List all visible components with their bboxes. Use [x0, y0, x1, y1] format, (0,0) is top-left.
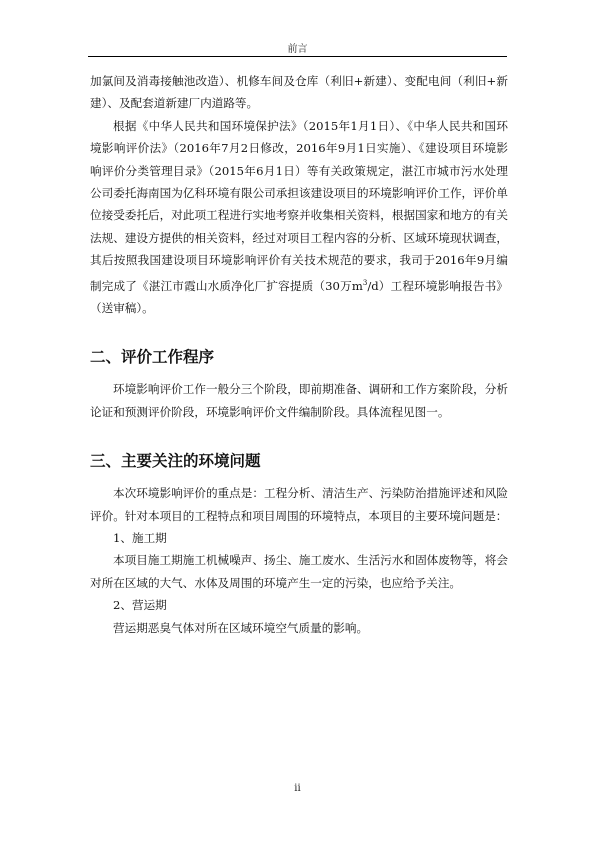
operation-period-title: 2、营运期 — [113, 598, 167, 613]
page-body — [90, 70, 508, 639]
section-heading-procedure: 二、评价工作程序 — [90, 348, 215, 367]
paragraph-basis — [90, 115, 508, 320]
construction-period-title: 1、施工期 — [113, 530, 167, 545]
paragraph-basis-text: 根据《中华人民共和国环境保护法》（2015年1月1日）、《中华人民共和国环境影响评价法》（2016年7月2日修改，2016年9月1日实施）、《建设项目环境影响评价分类管理目录》（2015年6月1日）等有关政策规定，湛江市城市污水处理公司委托海南国为亿科环境有限公司承担该建设项目的环境影响评价工作，评价单位接受委托后，对此项工程进行实地考察并收集相关资料，根据国家和地方的有关法规、建设方提供的相关资料，经过对项目工程内容的分析、区域环境现状调查，其后按照我国建设项目环境影响评价有关技术规范的要求，我司于2016年9月编制完成了《湛江市霞山水质净化厂扩容提质（30万m — [90, 118, 508, 293]
page-number: ii — [294, 783, 301, 794]
unit-superscript: 3 — [362, 278, 368, 287]
section-heading-concerns: 三、主要关注的环境问题 — [90, 452, 261, 471]
construction-period-text: 本项目施工期施工机械噪声、扬尘、施工废水、生活污水和固体废物等，将会对所在区域的大气、水体及周围的环境产生一定的污染，也应给予关注。 — [90, 553, 508, 590]
paragraph-basis-end: /d）工程环境影响报告书》（送审稿）。 — [90, 278, 508, 315]
procedure-text: 环境影响评价工作一般分三个阶段，即前期准备、调研和工作方案阶段，分析论证和预测评价阶段，环境影响评价文件编制阶段。具体流程见图一。 — [90, 382, 508, 419]
paragraph-continuation: 加氯间及消毒接触池改造）、机修车间及仓库（利旧+新建）、变配电间（利旧+新建）、及配套道新建厂内道路等。 — [90, 74, 508, 111]
operation-period-text: 营运期恶臭气体对所在区域环境空气质量的影响。 — [113, 620, 369, 635]
header-title: 前言 — [287, 44, 308, 55]
header-rule — [88, 56, 507, 57]
concerns-intro: 本次环境影响评价的重点是：工程分析、清洁生产、污染防治措施评述和风险评价。针对本项目的工程特点和项目周围的环境特点，本项目的主要环境问题是： — [90, 486, 508, 523]
